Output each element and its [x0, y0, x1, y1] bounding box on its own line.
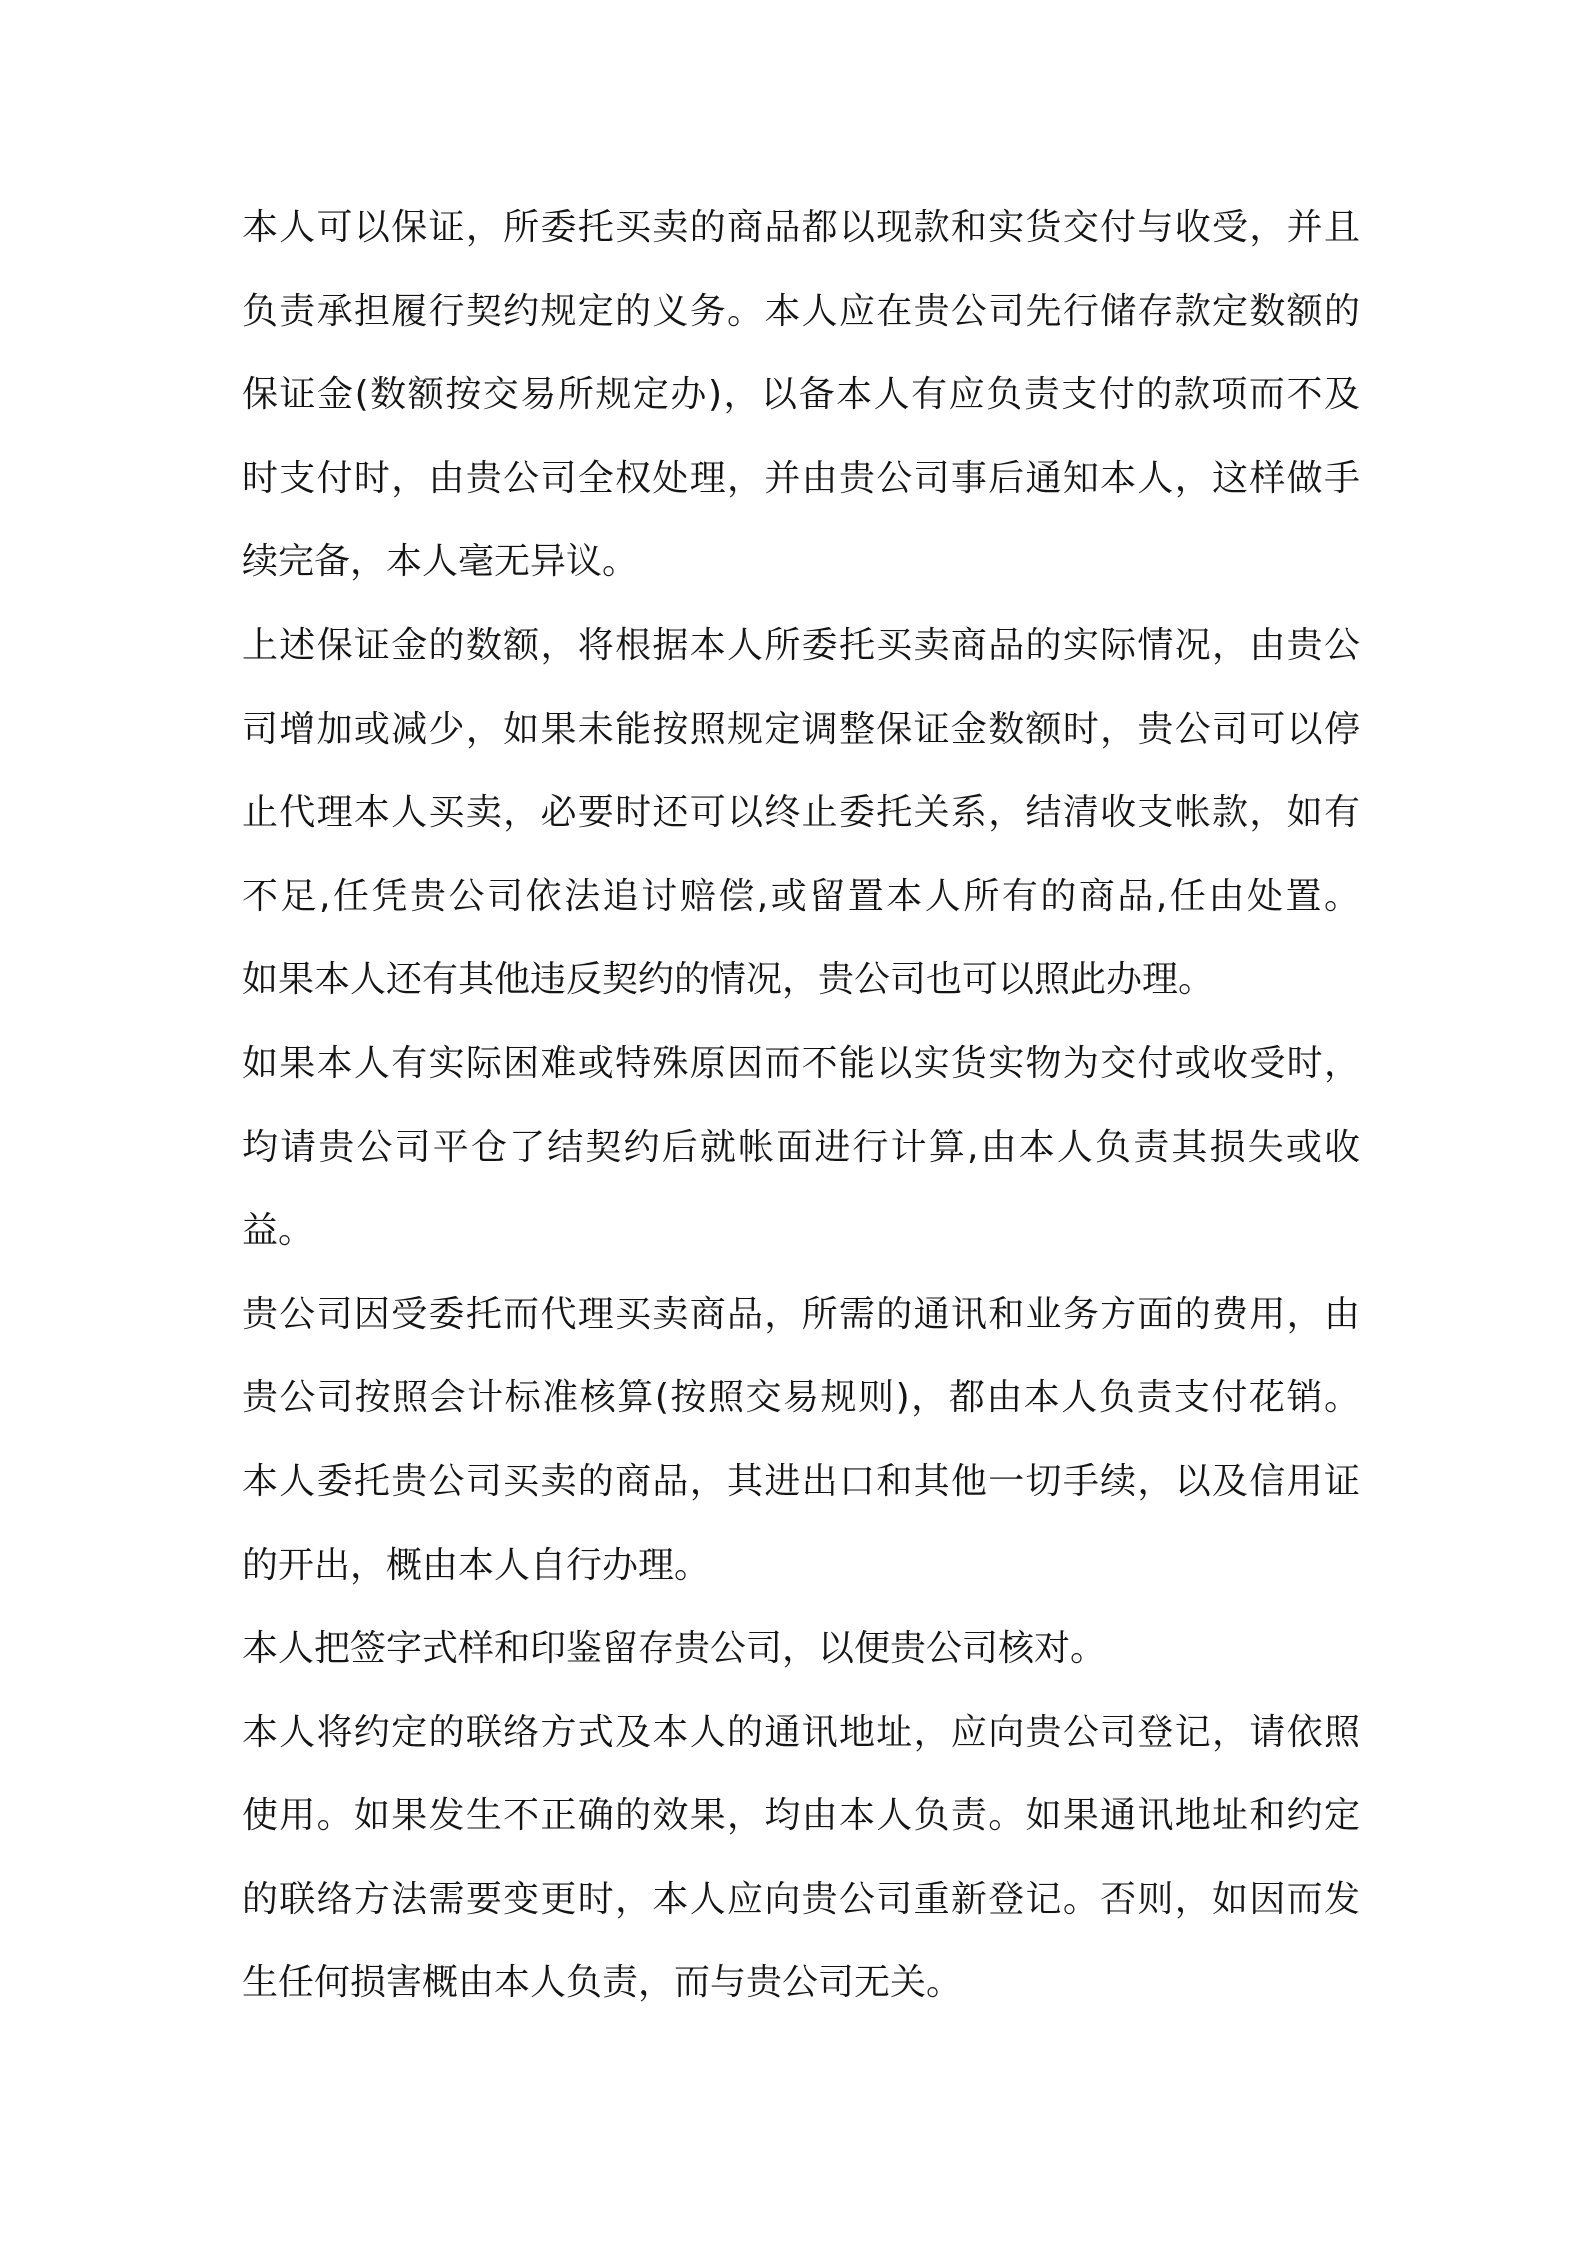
- paragraph-import-export: [242, 1440, 1360, 1607]
- paragraph-line: 司增加或减少，如果未能按照规定调整保证金数额时，贵公司可以停: [242, 708, 1360, 750]
- paragraph-line: 本人可以保证，所委托买卖的商品都以现款和实货交付与收受，并且: [242, 207, 1360, 248]
- paragraph-line: 保证金(数额按交易所规定办)，以备本人有应负责支付的款项而不及: [242, 374, 1360, 416]
- paragraph-signature-seal: [242, 1607, 1360, 1691]
- paragraph-line: 贵公司因受委托而代理买卖商品，所需的通讯和业务方面的费用，由: [242, 1293, 1360, 1335]
- paragraph-line: 的开出，概由本人自行办理。: [242, 1544, 711, 1586]
- paragraph-line: 益。: [242, 1210, 315, 1252]
- paragraph-margin-adjustment: [242, 604, 1360, 938]
- paragraph-fees: [242, 1273, 1360, 1440]
- paragraph-line: 本人将约定的联络方式及本人的通讯地址，应向贵公司登记，请依照: [242, 1711, 1360, 1753]
- paragraph-line: 上述保证金的数额，将根据本人所委托买卖商品的实际情况，由贵公: [242, 624, 1360, 666]
- paragraph-line: 如果本人还有其他违反契约的情况，贵公司也可以照此办理。: [242, 959, 1215, 1001]
- paragraph-line: 使用。如果发生不正确的效果，均由本人负责。如果通讯地址和约定: [242, 1795, 1360, 1837]
- paragraph-line: 本人委托贵公司买卖的商品，其进出口和其他一切手续，以及信用证: [242, 1460, 1360, 1502]
- paragraph-line: 负责承担履行契约规定的义务。本人应在贵公司先行储存款定数额的: [242, 290, 1360, 332]
- paragraph-line: 生任何损害概由本人负责，而与贵公司无关。: [242, 1962, 963, 2004]
- paragraph-line: 的联络方法需要变更时，本人应向贵公司重新登记。否则，如因而发: [242, 1878, 1360, 1920]
- paragraph-line: 如果本人有实际困难或特殊原因而不能以实货实物为交付或收受时，: [242, 1042, 1360, 1084]
- paragraph-line: 时支付时，由贵公司全权处理，并由贵公司事后通知本人，这样做手: [242, 457, 1360, 499]
- paragraph-settlement: [242, 1022, 1360, 1273]
- paragraph-breach: [242, 938, 1360, 1022]
- document-body: [242, 186, 1360, 2025]
- paragraph-contact-registration: [242, 1691, 1360, 2025]
- paragraph-line: 续完备，本人毫无异议。: [242, 541, 639, 583]
- paragraph-guarantee: [242, 186, 1360, 604]
- paragraph-line: 贵公司按照会计标准核算(按照交易规则)，都由本人负责支付花销。: [242, 1377, 1360, 1419]
- paragraph-line: 均请贵公司平仓了结契约后就帐面进行计算,由本人负责其损失或收: [242, 1126, 1360, 1168]
- paragraph-line: 本人把签字式样和印鉴留存贵公司，以便贵公司核对。: [242, 1628, 1107, 1670]
- paragraph-line: 不足,任凭贵公司依法追讨赔偿,或留置本人所有的商品,任由处置。: [242, 875, 1360, 917]
- paragraph-line: 止代理本人买卖，必要时还可以终止委托关系，结清收支帐款，如有: [242, 792, 1360, 834]
